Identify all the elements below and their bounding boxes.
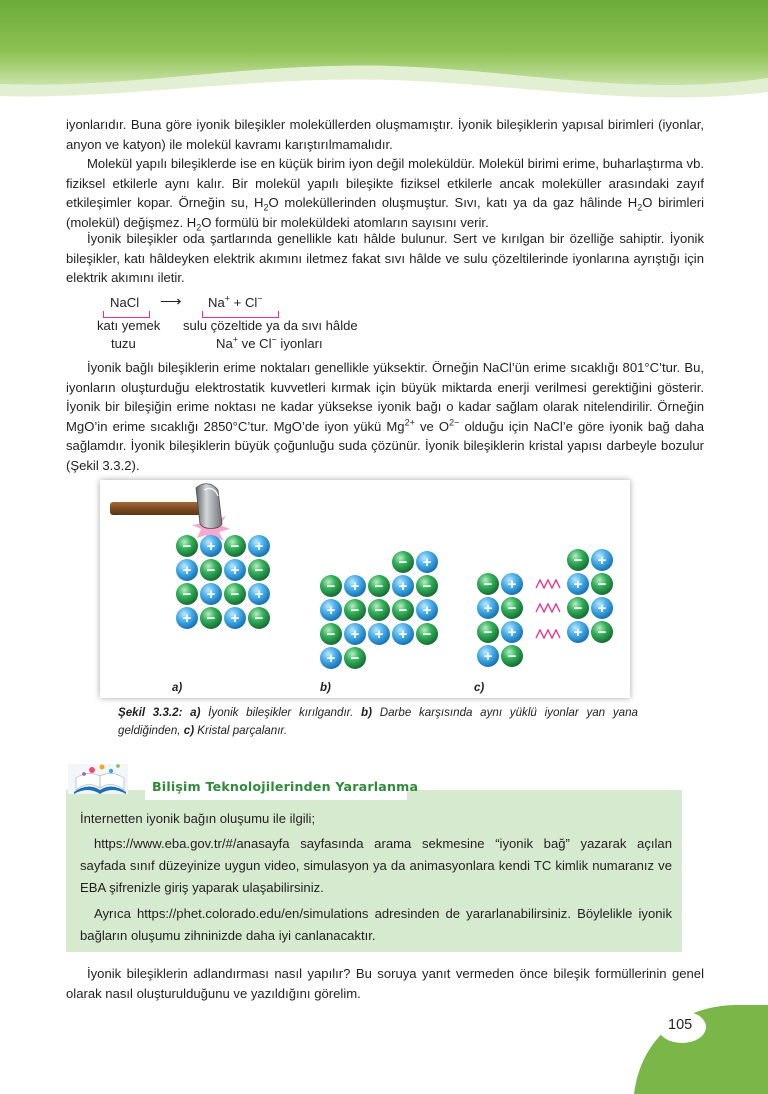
- svg-text:−: −: [374, 602, 384, 619]
- paragraph-4: [66, 358, 704, 476]
- cation-ion: [200, 535, 222, 557]
- svg-text:−: −: [507, 600, 517, 617]
- svg-text:+: +: [230, 610, 240, 627]
- hammer-icon: [110, 484, 222, 529]
- anion-ion: [200, 559, 222, 581]
- svg-text:−: −: [326, 626, 336, 643]
- svg-text:+: +: [483, 648, 493, 665]
- anion-ion: [392, 551, 414, 573]
- info-line-2: https://www.eba.gov.tr/#/anasayfa sayfasında arama sekmesine “iyonik bağ” yazarak açılan sayfada sınıf düzeyinize uygun video, simulasyon ya da animasyonlara kendi TC kimlik numaranız ve EBA şifrenizle giriş yaparak ulaşabilirsiniz.: [80, 836, 672, 895]
- svg-text:−: −: [206, 562, 216, 579]
- anion-ion: [248, 559, 270, 581]
- anion-ion: [501, 597, 523, 619]
- cation-ion: [224, 559, 246, 581]
- cation-ion: [477, 597, 499, 619]
- svg-text:+: +: [350, 626, 360, 643]
- svg-text:+: +: [398, 626, 408, 643]
- svg-text:+: +: [230, 562, 240, 579]
- svg-text:−: −: [573, 600, 583, 617]
- svg-text:−: −: [597, 624, 607, 641]
- svg-text:+: +: [182, 562, 192, 579]
- equation-right-label-2: Na+ ve Cl− iyonları: [216, 334, 323, 351]
- svg-text:−: −: [230, 538, 240, 555]
- svg-text:−: −: [507, 648, 517, 665]
- svg-text:+: +: [422, 602, 432, 619]
- svg-text:+: +: [350, 578, 360, 595]
- equation-right: Na+ + Cl−: [208, 293, 263, 310]
- svg-text:+: +: [398, 578, 408, 595]
- cation-ion: [416, 551, 438, 573]
- cation-ion: [591, 597, 613, 619]
- svg-text:+: +: [182, 610, 192, 627]
- svg-text:−: −: [398, 602, 408, 619]
- svg-text:−: −: [374, 578, 384, 595]
- svg-text:+: +: [597, 552, 607, 569]
- repulsion-spring-icon: [536, 580, 560, 588]
- figure-label-b: b): [320, 682, 331, 694]
- svg-text:+: +: [573, 576, 583, 593]
- cation-ion: [224, 607, 246, 629]
- paragraph-4-text: İyonik bağlı bileşiklerin erime noktaları genellikle yüksektir. Örneğin NaCl’ün erime sıcaklığı 801°C’tur. Bu, iyonların oluşturduğu elektrostatik kuvvetleri kırmak için büyük miktarda enerji verilmesi gerektiğini gösterir. İyonik bir bileşiğin erime noktası ne kadar yüksekse iyonik bağı o kadar sağlam olarak nitelendirilir. Örneğin MgO’in erime sıcaklığı 2850°C’tur. MgO’de iyon yükü $Mg^{2+}$ ve $O^{2-}$ olduğu için NaCl’e göre iyonik bağ daha sağlamdır. İyonik bileşiklerin büyük çoğunluğu suda çözünür. İyonik bileşiklerin kristal yapısı darbeyle bozulur (Şekil 3.3.2).: [66, 360, 704, 473]
- anion-ion: [591, 621, 613, 643]
- svg-text:−: −: [254, 562, 264, 579]
- equation-arrow: ⟶: [160, 293, 182, 310]
- figure-caption: Şekil 3.3.2: a) İyonik bileşikler kırılgandır. b) Darbe karşısında aynı yüklü iyonlar yan yana geldiğinden, c) Kristal parçalanır.: [118, 706, 638, 737]
- svg-text:+: +: [206, 586, 216, 603]
- cation-ion: [320, 647, 342, 669]
- figure-ionic-crystal-svg: [100, 480, 630, 698]
- svg-text:+: +: [254, 586, 264, 603]
- svg-text:−: −: [326, 578, 336, 595]
- cation-ion: [567, 573, 589, 595]
- equation-right-label-1: sulu çözeltide ya da sıvı hâlde: [183, 318, 358, 333]
- info-box-title: Bilişim Teknolojilerinden Yararlanma: [152, 779, 419, 794]
- anion-ion: [567, 597, 589, 619]
- figure-label-c: c): [474, 682, 485, 694]
- anion-ion: [176, 535, 198, 557]
- svg-text:−: −: [483, 624, 493, 641]
- anion-ion: [368, 575, 390, 597]
- anion-ion: [224, 583, 246, 605]
- anion-ion: [392, 599, 414, 621]
- figure-ionic-crystal: [100, 480, 630, 698]
- cation-ion: [416, 599, 438, 621]
- anion-ion: [200, 607, 222, 629]
- anion-ion: [567, 549, 589, 571]
- svg-text:−: −: [398, 554, 408, 571]
- equation-left-label-2: tuzu: [111, 336, 136, 351]
- svg-text:+: +: [573, 624, 583, 641]
- paragraph-2: [66, 154, 704, 232]
- repulsion-spring-icon: [536, 604, 560, 612]
- svg-text:+: +: [422, 554, 432, 571]
- cation-ion: [501, 621, 523, 643]
- svg-text:+: +: [507, 624, 517, 641]
- svg-text:−: −: [230, 586, 240, 603]
- svg-text:+: +: [483, 600, 493, 617]
- svg-text:−: −: [182, 586, 192, 603]
- svg-text:+: +: [206, 538, 216, 555]
- cation-ion: [344, 575, 366, 597]
- svg-text:+: +: [597, 600, 607, 617]
- svg-text:−: −: [182, 538, 192, 555]
- anion-ion: [416, 623, 438, 645]
- svg-text:+: +: [254, 538, 264, 555]
- anion-ion: [176, 583, 198, 605]
- svg-text:+: +: [374, 626, 384, 643]
- svg-text:−: −: [573, 552, 583, 569]
- svg-text:+: +: [507, 576, 517, 593]
- cation-ion: [176, 559, 198, 581]
- ion-lattices: [176, 535, 613, 669]
- anion-ion: [477, 573, 499, 595]
- paragraph-3-text: İyonik bileşikler oda şartlarında genellikle katı hâlde bulunur. Sert ve kırılgan bir özelliğe sahiptir. İyonik bileşikler, katı hâldeyken elektrik akımını iletmez fakat sıvı hâlde ve sulu çözeltilerinde iyonlarına ayrıştığı için elektrik akımını iletir.: [66, 231, 704, 286]
- anion-ion: [591, 573, 613, 595]
- paragraph-1: [66, 115, 704, 154]
- svg-text:−: −: [597, 576, 607, 593]
- anion-ion: [320, 623, 342, 645]
- caption-figure-ref: Şekil 3.3.2:: [118, 706, 183, 719]
- svg-text:−: −: [254, 610, 264, 627]
- cation-ion: [567, 621, 589, 643]
- cation-ion: [392, 623, 414, 645]
- cation-ion: [501, 573, 523, 595]
- cation-ion: [248, 583, 270, 605]
- anion-ion: [248, 607, 270, 629]
- paragraph-3: [66, 229, 704, 288]
- page-number-badge: [634, 1005, 768, 1094]
- page-number: 105: [668, 1017, 693, 1033]
- anion-ion: [477, 621, 499, 643]
- svg-text:+: +: [326, 602, 336, 619]
- svg-text:−: −: [350, 602, 360, 619]
- svg-text:−: −: [422, 626, 432, 643]
- book-technology-icon: [68, 762, 142, 798]
- anion-ion: [416, 575, 438, 597]
- figure-label-a: a): [172, 682, 183, 694]
- info-line-3: Ayrıca https://phet.colorado.edu/en/simulations adresinden de yararlanabilirsiniz. Böylelikle iyonik bağların oluşumu zihninizde daha iyi canlanacaktır.: [80, 906, 672, 943]
- equation-left: NaCl: [110, 295, 140, 310]
- svg-text:−: −: [350, 650, 360, 667]
- svg-text:+: +: [326, 650, 336, 667]
- anion-ion: [320, 575, 342, 597]
- cation-ion: [320, 599, 342, 621]
- cation-ion: [392, 575, 414, 597]
- anion-ion: [368, 599, 390, 621]
- repulsion-springs: [536, 580, 560, 638]
- anion-ion: [344, 599, 366, 621]
- closing-paragraph-text: İyonik bileşiklerin adlandırması nasıl yapılır? Bu soruya yanıt vermeden önce bileşik formüllerinin genel olarak nasıl oluşturulduğunu ve yazıldığını görelim.: [66, 966, 704, 1001]
- svg-text:−: −: [483, 576, 493, 593]
- cation-ion: [591, 549, 613, 571]
- top-decorative-band: [0, 0, 768, 110]
- paragraph-2-text: Molekül yapılı bileşiklerde ise en küçük birim iyon değil moleküldür. Molekül birimi erime, buharlaştırma vb. fiziksel etkilerle aynı kalır. Bir molekül yapılı bileşikte fiziksel etkilerle ancak moleküller arasındaki zayıf etkileşimler kopar. Örneğin su, $H_2O$ moleküllerinden oluşmuştur. Sıvı, katı ya da gaz hâlinde $H_2O$ birimleri (molekül) değişmez. $H_2O$ formülü bir moleküldeki atomların sayısını verir.: [66, 156, 704, 233]
- svg-text:−: −: [422, 578, 432, 595]
- cation-ion: [248, 535, 270, 557]
- anion-ion: [501, 645, 523, 667]
- paragraph-1-text: iyonlarıdır. Buna göre iyonik bileşikler moleküllerden oluşmamıştır. İyonik bileşiklerin yapısal birimleri (iyonlar, anyon ve katyon) ile molekül kavramı karıştırılmamalıdır.: [66, 117, 704, 152]
- equation-left-label-1: katı yemek: [97, 318, 161, 333]
- cation-ion: [368, 623, 390, 645]
- repulsion-spring-icon: [536, 630, 560, 638]
- cation-ion: [200, 583, 222, 605]
- cation-ion: [176, 607, 198, 629]
- info-line-1: İnternetten iyonik bağın oluşumu ile ilgili;: [80, 811, 316, 826]
- cation-ion: [477, 645, 499, 667]
- anion-ion: [224, 535, 246, 557]
- anion-ion: [344, 647, 366, 669]
- cation-ion: [344, 623, 366, 645]
- svg-text:−: −: [206, 610, 216, 627]
- closing-paragraph: [66, 964, 704, 1003]
